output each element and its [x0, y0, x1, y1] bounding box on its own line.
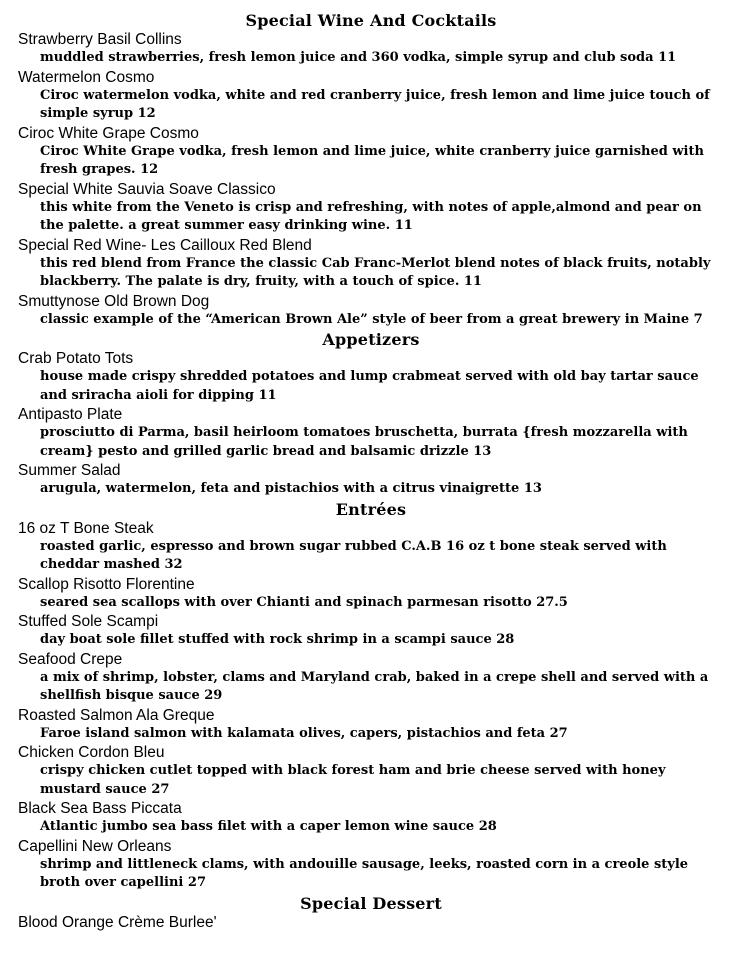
item-name: 16 oz T Bone Steak	[18, 519, 154, 537]
item-description: this red blend from France the classic Cab Franc-Merlot blend notes of black fruits, notably blackberry. The palate is dry, fruity, with a touch of spice. 11	[40, 255, 711, 289]
item-name: Antipasto Plate	[18, 406, 123, 423]
menu-item	[0, 125, 742, 180]
section-special-dessert	[0, 894, 742, 932]
menu-item	[0, 237, 742, 292]
section-title: Special Wine And Cocktails	[245, 11, 497, 30]
menu-item	[0, 800, 742, 837]
menu-item	[0, 613, 742, 650]
menu-item	[0, 406, 742, 461]
menu-item	[0, 651, 742, 706]
item-name: Blood Orange Crème Burlee'	[18, 913, 217, 931]
menu-item	[0, 350, 742, 405]
menu-item	[0, 462, 742, 499]
menu-item	[0, 69, 742, 124]
menu-item	[0, 520, 742, 575]
menu-item	[0, 181, 742, 236]
item-description: Ciroc White Grape vodka, fresh lemon and lime juice, white cranberry juice garnished with fresh grapes. 12	[40, 143, 704, 177]
item-description: Faroe island salmon with kalamata olives, capers, pistachios and feta 27	[40, 725, 568, 741]
item-name: Summer Salad	[18, 462, 121, 479]
item-description: classic example of the “American Brown Ale” style of beer from a great brewery in Maine 7	[40, 311, 703, 327]
item-description: prosciutto di Parma, basil heirloom tomatoes bruschetta, burrata {fresh mozzarella with cream} pesto and grilled garlic bread and balsamic drizzle 13	[40, 425, 688, 459]
item-name: Roasted Salmon Ala Greque	[18, 706, 215, 724]
item-description: roasted garlic, espresso and brown sugar rubbed C.A.B 16 oz t bone steak served with cheddar mashed 32	[40, 538, 667, 572]
item-name: Special Red Wine- Les Cailloux Red Blend	[18, 236, 312, 254]
menu-item	[0, 31, 742, 68]
item-description: a mix of shrimp, lobster, clams and Maryland crab, baked in a crepe shell and served with a shellfish bisque sauce 29	[40, 669, 709, 703]
item-name: Watermelon Cosmo	[18, 68, 155, 86]
item-description: Atlantic jumbo sea bass filet with a caper lemon wine sauce 28	[40, 819, 497, 834]
section-title: Appetizers	[322, 330, 420, 349]
item-description: muddled strawberries, fresh lemon juice and 360 vodka, simple syrup and club soda 11	[40, 50, 677, 65]
item-description: seared sea scallops with over Chianti and spinach parmesan risotto 27.5	[40, 594, 568, 610]
menu-item	[0, 914, 742, 932]
section-title: Entrées	[335, 499, 407, 519]
item-name: Seafood Crepe	[18, 650, 123, 668]
item-name: Ciroc White Grape Cosmo	[18, 124, 199, 142]
section-title: Special Dessert	[300, 893, 442, 913]
item-name: Scallop Risotto Florentine	[18, 575, 195, 593]
item-description: day boat sole fillet stuffed with rock shrimp in a scampi sauce 28	[40, 632, 515, 647]
item-name: Smuttynose Old Brown Dog	[18, 292, 210, 310]
item-description: crispy chicken cutlet topped with black forest ham and brie cheese served with honey mustard sauce 27	[40, 763, 666, 797]
item-name: Capellini New Orleans	[18, 837, 172, 855]
item-description: house made crispy shredded potatoes and lump crabmeat served with old bay tartar sauce and sriracha aioli for dipping 11	[40, 369, 699, 403]
item-name: Strawberry Basil Collins	[18, 31, 182, 48]
item-description: shrimp and littleneck clams, with andouille sausage, leeks, roasted corn in a creole style broth over capellini 27	[40, 856, 689, 890]
item-name: Special White Sauvia Soave Classico	[18, 180, 276, 198]
item-description: arugula, watermelon, feta and pistachios with a citrus vinaigrette 13	[40, 481, 542, 496]
item-name: Stuffed Sole Scampi	[18, 613, 159, 630]
item-name: Chicken Cordon Bleu	[18, 744, 165, 761]
section-appetizers	[0, 330, 742, 499]
item-name: Black Sea Bass Piccata	[18, 800, 182, 817]
menu-item	[0, 838, 742, 893]
menu-item	[0, 707, 742, 744]
item-description: Ciroc watermelon vodka, white and red cranberry juice, fresh lemon and lime juice touch of simple syrup 12	[40, 87, 710, 121]
item-description: this white from the Veneto is crisp and refreshing, with notes of apple,almond and pear on the palette. a great summer easy drinking wine. 11	[40, 199, 702, 233]
item-name: Crab Potato Tots	[18, 350, 134, 367]
section-entrees	[0, 500, 742, 893]
menu-item	[0, 576, 742, 613]
menu-item	[0, 293, 742, 330]
menu-item	[0, 744, 742, 799]
section-special-wine-cocktails	[0, 11, 742, 329]
